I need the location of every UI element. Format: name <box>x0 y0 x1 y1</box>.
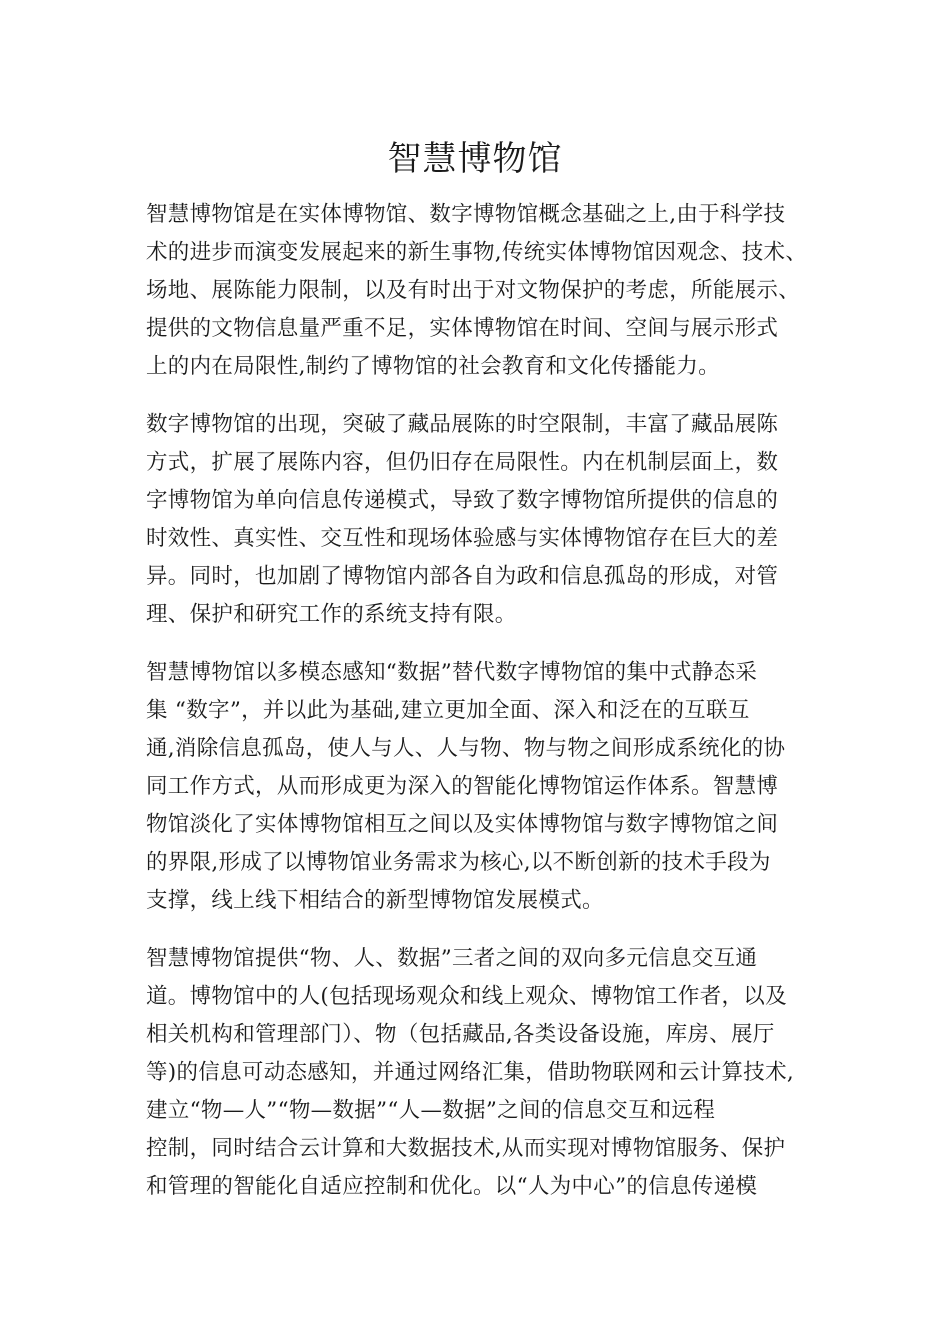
paragraph-line: 和管理的智能化自适应控制和优化。以“人为中心”的信息传递模 <box>146 1174 758 1199</box>
document-title: 智慧博物馆 <box>387 138 563 179</box>
paragraph-line: 术的进步而演变发展起来的新生事物,传统实体博物馆因观念、技术、 <box>146 240 808 265</box>
paragraph-line: 理、保护和研究工作的系统支持有限。 <box>146 602 517 627</box>
paragraph-line: 物馆淡化了实体博物馆相互之间以及实体博物馆与数字博物馆之间 <box>146 812 779 837</box>
paragraph-line: 集 “数字”，并以此为基础,建立更加全面、深入和泛在的互联互 <box>146 698 750 723</box>
paragraph-line: 场地、展陈能力限制，以及有时出于对文物保护的考虑，所能展示、 <box>146 278 801 303</box>
paragraph-4 <box>146 940 826 1206</box>
paragraph-line: 数字博物馆的出现，突破了藏品展陈的时空限制，丰富了藏品展陈 <box>146 412 779 437</box>
paragraph-line: 字博物馆为单向信息传递模式，导致了数字博物馆所提供的信息的 <box>146 488 779 513</box>
paragraph-line: 相关机构和管理部门）、物（包括藏品,各类设备设施，库房、展厅 <box>146 1022 775 1047</box>
paragraph-line: 时效性、真实性、交互性和现场体验感与实体博物馆存在巨大的差 <box>146 526 779 551</box>
paragraph-line: 智慧博物馆是在实体博物馆、数字博物馆概念基础之上,由于科学技 <box>146 202 786 227</box>
paragraph-line: 智慧博物馆提供“物、人、数据”三者之间的双向多元信息交互通 <box>146 946 758 971</box>
paragraph-line: 异。同时，也加剧了博物馆内部各自为政和信息孤岛的形成，对管 <box>146 564 779 589</box>
paragraph-line: 智慧博物馆以多模态感知“数据”替代数字博物馆的集中式静态采 <box>146 660 758 685</box>
paragraph-line: 同工作方式，从而形成更为深入的智能化博物馆运作体系。智慧博 <box>146 774 779 799</box>
paragraph-line: 通,消除信息孤岛，使人与人、人与物、物与物之间形成系统化的协 <box>146 736 786 761</box>
paragraph-2 <box>146 406 826 634</box>
paragraph-line: 提供的文物信息量严重不足，实体博物馆在时间、空间与展示形式 <box>146 316 779 341</box>
document-body <box>146 196 826 1226</box>
paragraph-line: 支撑，线上线下相结合的新型博物馆发展模式。 <box>146 888 604 913</box>
paragraph-line: 的界限,形成了以博物馆业务需求为核心,以不断创新的技术手段为 <box>146 850 771 875</box>
paragraph-line: 控制，同时结合云计算和大数据技术,从而实现对博物馆服务、保护 <box>146 1136 786 1161</box>
paragraph-line: 建立“物—人”“物—数据”“人—数据”之间的信息交互和远程 <box>146 1098 716 1123</box>
paragraph-1 <box>146 196 826 386</box>
paragraph-line: 方式，扩展了展陈内容，但仍旧存在局限性。内在机制层面上，数 <box>146 450 779 475</box>
paragraph-3 <box>146 654 826 920</box>
paragraph-line: 等)的信息可动态感知，并通过网络汇集，借助物联网和云计算技术, <box>146 1060 795 1085</box>
paragraph-line: 道。博物馆中的人(包括现场观众和线上观众、博物馆工作者，以及 <box>146 984 787 1009</box>
paragraph-line: 上的内在局限性,制约了博物馆的社会教育和文化传播能力。 <box>146 354 720 379</box>
